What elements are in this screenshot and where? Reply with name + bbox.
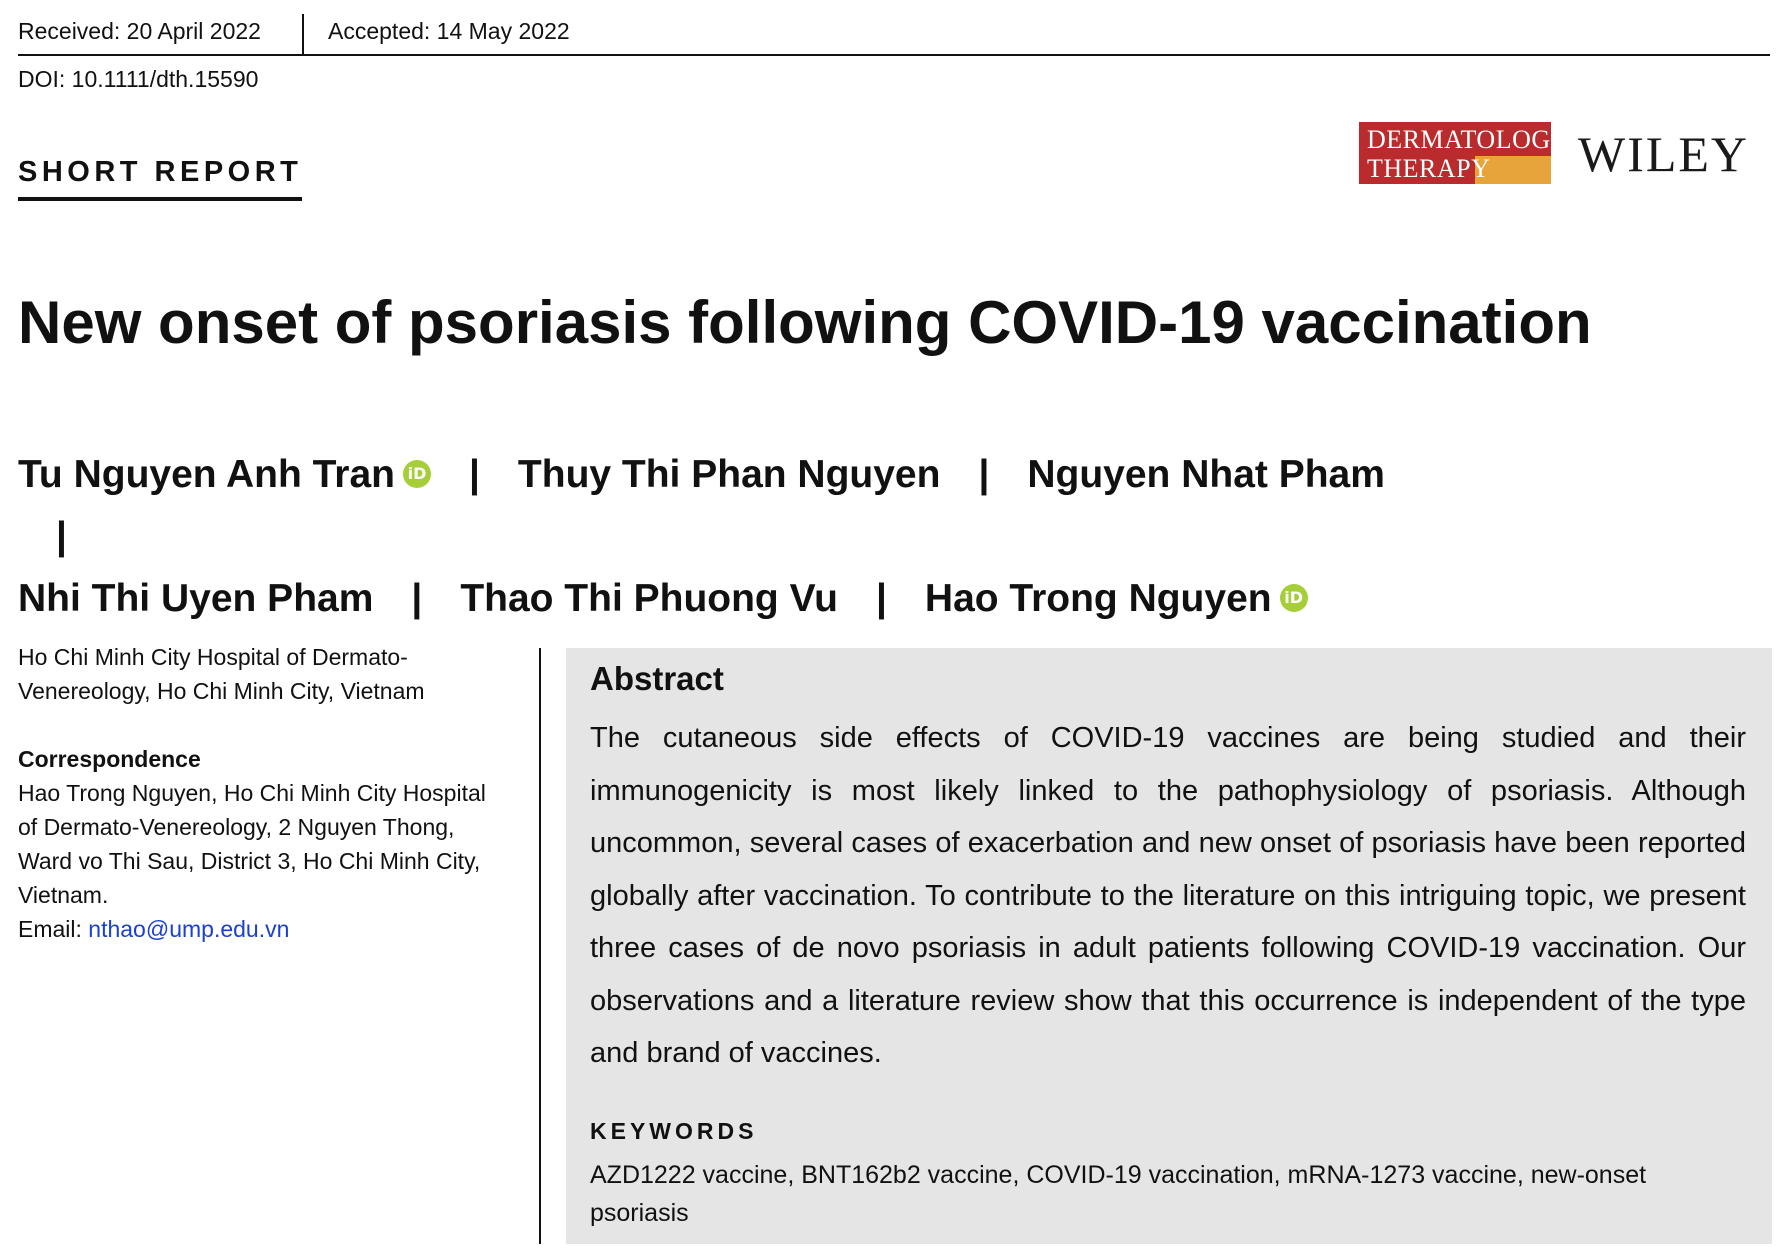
author-separator: |: [411, 577, 423, 620]
author-separator: |: [875, 577, 887, 620]
email-label: Email:: [18, 916, 82, 942]
email-row: [18, 912, 518, 946]
author-1: [18, 453, 431, 496]
column-divider: [539, 648, 541, 1244]
author-list: [18, 444, 1418, 630]
dates-divider: [302, 14, 304, 54]
orcid-icon[interactable]: iD: [1280, 584, 1308, 612]
journal-logo-line1: DERMATOLOGIC: [1367, 125, 1578, 154]
author-3: Nguyen Nhat Pham: [1027, 453, 1385, 496]
author-5: Thao Thi Phuong Vu: [460, 577, 838, 620]
affiliation-line: Venereology, Ho Chi Minh City, Vietnam: [18, 678, 425, 704]
abstract-text: The cutaneous side effects of COVID-19 vaccines are being studied and their immunogenicity is most likely linked to the pathophysiology of psoriasis. Although uncommon, several cases of exacerbation and new onset of psoriasis have been reported globally after vaccination. To contribute to the literature on this intriguing topic, we present three cases of de novo psoriasis in adult patients following COVID-19 vaccination. Our observations and a literature review show that this occurrence is independent of the type and brand of vaccines.: [590, 722, 1746, 1069]
affiliation-column: [18, 640, 518, 946]
affiliation-line: Ho Chi Minh City Hospital of Dermato-: [18, 644, 408, 670]
article-title: New onset of psoriasis following COVID-19 vaccination: [18, 289, 1592, 356]
author-name: Hao Trong Nguyen: [924, 577, 1272, 620]
author-2: Thuy Thi Phan Nguyen: [517, 453, 941, 496]
accepted-date: Accepted: 14 May 2022: [328, 18, 570, 44]
author-name: Tu Nguyen Anh Tran: [18, 453, 395, 496]
author-separator: |: [56, 515, 67, 558]
correspondence-line: Hao Trong Nguyen, Ho Chi Minh City Hospital: [18, 780, 486, 806]
email-link[interactable]: nthao@ump.edu.vn: [88, 916, 290, 942]
correspondence-line: of Dermato-Venereology, 2 Nguyen Thong,: [18, 814, 455, 840]
orcid-icon[interactable]: iD: [403, 460, 431, 488]
keywords-list: AZD1222 vaccine, BNT162b2 vaccine, COVID-19 vaccination, mRNA-1273 vaccine, new-onset psoriasis: [590, 1161, 1647, 1227]
correspondence-line: Vietnam.: [18, 882, 109, 908]
abstract-heading: Abstract: [590, 660, 724, 697]
author-6: [925, 577, 1308, 620]
doi: DOI: 10.1111/dth.15590: [18, 66, 259, 92]
article-type-label: SHORT REPORT: [18, 156, 302, 201]
author-4: Nhi Thi Uyen Pham: [18, 577, 374, 620]
publisher-logo: WILEY: [1578, 126, 1750, 182]
journal-logo: [1359, 122, 1578, 184]
article-dates-bar: [18, 14, 1770, 56]
abstract-box: [566, 648, 1772, 1244]
keywords-heading: KEYWORDS: [590, 1118, 758, 1144]
received-date: Received: 20 April 2022: [18, 18, 261, 44]
journal-logo-line2: THERAPY: [1367, 154, 1491, 183]
author-separator: |: [978, 453, 990, 496]
correspondence-line: Ward vo Thi Sau, District 3, Ho Chi Minh City,: [18, 848, 481, 874]
author-separator: |: [469, 453, 480, 496]
correspondence-heading: Correspondence: [18, 746, 201, 772]
